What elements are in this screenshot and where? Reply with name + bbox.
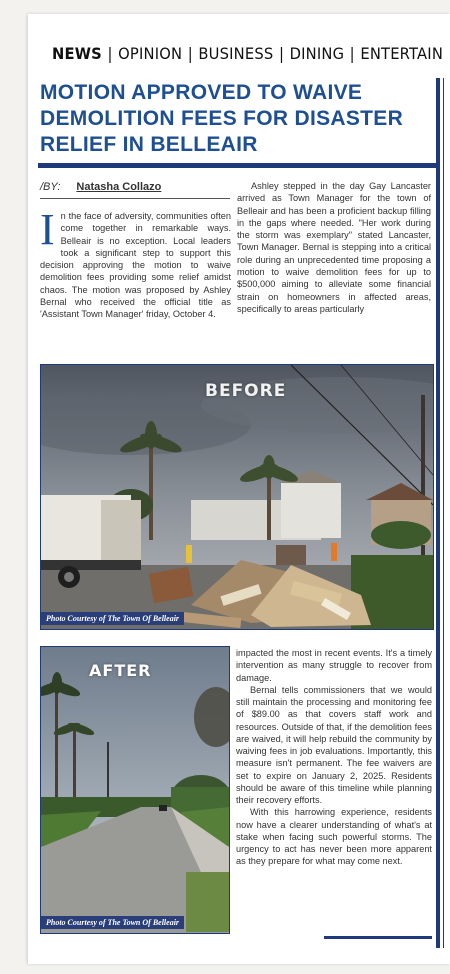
right-column-rule-thin (443, 78, 444, 948)
headline-rule (38, 163, 436, 168)
article-headline: MOTION APPROVED TO WAIVE DEMOLITION FEES FOR DISASTER RELIEF IN BELLEAIR (40, 81, 404, 156)
nav-item-entertainment[interactable]: ENTERTAIN (360, 44, 444, 63)
right-column-rule (436, 78, 440, 948)
nav-separator: | (187, 44, 193, 63)
byline-label: /BY: (40, 181, 61, 193)
photo-credit: Photo Courtesy of The Town Of Belleair (41, 612, 184, 625)
nav-item-opinion[interactable]: OPINION (118, 44, 183, 63)
before-photo (40, 364, 434, 630)
before-label: BEFORE (205, 381, 287, 401)
nav-item-dining[interactable]: DINING (289, 44, 345, 63)
article-end-rule (324, 936, 432, 939)
nav-separator: | (278, 44, 285, 63)
after-label: AFTER (89, 661, 152, 680)
article-paragraph: Bernal tells commissioners that we would still maintain the processing and monitoring fee of $89.00 as that covers staff work and resources. Outside of that, if the demolition fees are waived, it will help rebuild the community by waiving fees in job evaluations. Importantly, this measure isn't permanent. The fee waivers are set to expire on January 2, 2025. Residents should be aware of this timeline while planning their recovery efforts. (236, 684, 432, 805)
byline-rule (40, 198, 230, 199)
after-photo (40, 646, 230, 934)
nav-separator: | (349, 44, 355, 63)
photo-credit: Photo Courtesy of The Town Of Belleair (41, 916, 184, 929)
article-paragraph: Ashley stepped in the day Gay Lancaster arrived as Town Manager for the town of Belleair and has been a proficient backup filling in the gaps where needed. "Her work during the storm was exemplary" stated Lancaster, Town Manager. Bernal is stepping into a critical role during an unprecedented time proposing a motion to waive demolition fees for up to $500,000 aiming to alleviate some financial strain on homeowners in affected areas, specifically to areas particularly (237, 181, 431, 314)
author-name: Natasha Collazo (76, 181, 162, 193)
article-column-left (40, 205, 231, 321)
section-nav (52, 44, 443, 63)
article-paragraph: With this harrowing experience, residents now have a clearer understanding of what's at stake when facing such powerful storms. The urgency to act has never been more apparent as they prepare for what may come next. (236, 807, 432, 867)
nav-item-business[interactable]: BUSINESS (198, 44, 274, 63)
nav-item-news[interactable]: NEWS (52, 44, 102, 63)
nav-separator: | (107, 44, 113, 63)
byline (40, 181, 161, 193)
drop-cap: I (40, 205, 55, 254)
before-photo-illustration (41, 365, 433, 629)
newspaper-page (28, 14, 450, 964)
after-photo-illustration (41, 647, 229, 933)
article-paragraph: n the face of adversity, communities often come together in remarkable ways. Belleair is no exception. Local leaders took a significant step to support this decision approving the motion to waive demolition fees providing some relief amidst chaos. The motion was proposed by Ashley Bernal who received the official title as 'Assistant Town Manager' friday, October 4. (40, 211, 231, 320)
article-paragraph: impacted the most in recent events. It's a timely intervention as many struggle to recover from damage. (236, 648, 432, 683)
article-column-right (237, 180, 431, 315)
article-column-continued (236, 647, 432, 868)
